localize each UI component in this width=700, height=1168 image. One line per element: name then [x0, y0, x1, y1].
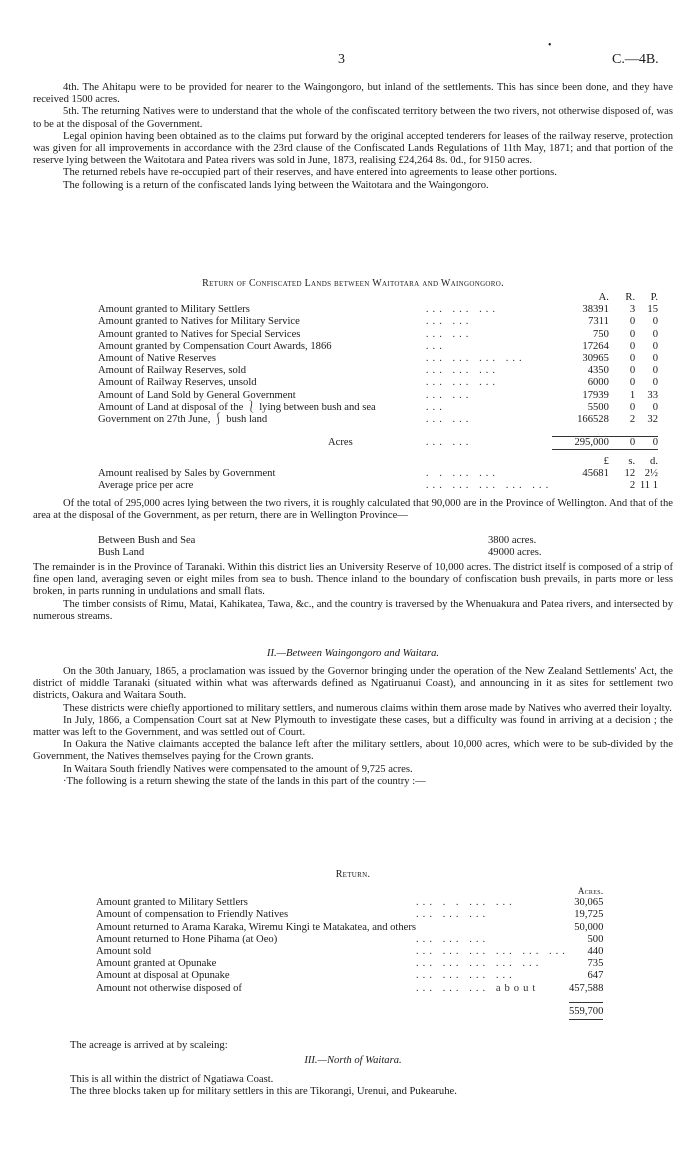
- paragraph: The following is a return of the confiscated lands lying between the Waitotara and the Waingongoro.: [63, 179, 489, 191]
- leader-dots: ... ...: [425, 328, 473, 340]
- acres-value: 5500: [587, 401, 609, 413]
- page-number: 3: [338, 52, 345, 67]
- paragraph: These districts were chiefly apportioned to military settlers, and numerous claims within them arose made by Natives who averred their loyalty.: [63, 702, 672, 714]
- remainder-section: [33, 562, 673, 623]
- total-row: [98, 436, 658, 449]
- row-label: Amount of Land Sold by General Government: [98, 389, 296, 401]
- leader-dots: ... ...: [425, 436, 473, 448]
- perches-value: 32: [647, 414, 658, 426]
- perches-value: 0: [652, 328, 658, 340]
- leader-dots: ... ... ...: [425, 304, 500, 316]
- acres-value: 38391: [582, 304, 609, 316]
- table-row: [96, 946, 603, 958]
- paragraph: The timber consists of Rimu, Matai, Kahikatea, Tawa, &c., and the country is traversed by the Whenuakura and Patea rivers, and intersected by numerous streams.: [33, 598, 673, 622]
- acres-value: 19,725: [574, 909, 604, 921]
- table-row: [98, 414, 658, 426]
- leader-dots: [416, 922, 569, 934]
- table-row: [98, 304, 658, 316]
- leader-dots: ... ... ... about: [416, 982, 540, 994]
- table-row: [98, 480, 658, 492]
- leader-dots: ...: [425, 401, 446, 413]
- leader-dots: . . ... ...: [425, 468, 500, 480]
- table-row: [98, 329, 658, 341]
- acres-value: 17939: [582, 389, 609, 401]
- acres-value: 440: [587, 946, 604, 958]
- row-label: Amount granted to Natives for Special Services: [98, 328, 301, 340]
- column-header-row: [96, 885, 603, 897]
- row-label: Amount at disposal at Opunake: [96, 970, 230, 982]
- roods-value: 0: [629, 377, 636, 389]
- money-header-row: [98, 449, 658, 468]
- paragraph: The three blocks taken up for military settlers in this are Tikorangi, Urenui, and Pukearuhe.: [70, 1086, 457, 1098]
- closing-scaleing: The acreage is arrived at by scaleing:: [70, 1040, 228, 1051]
- section-2-heading: II.—Between Waingongoro and Waitara.: [266, 648, 440, 659]
- acres-value: 647: [587, 970, 604, 982]
- total-acres: 295,000: [552, 436, 609, 449]
- leader-dots: ... ... ... ...: [416, 970, 516, 982]
- row-label: Amount returned to Arama Karaka, Wiremu Kingi te Matakatea, and others: [96, 921, 417, 933]
- section-2-body: [33, 666, 673, 788]
- col-head-acres: A.: [598, 292, 609, 303]
- acres-value: 7311: [588, 316, 609, 328]
- col-head-pounds: £: [552, 449, 609, 468]
- acres-value: 4350: [587, 365, 609, 377]
- return-1-table: [98, 292, 658, 493]
- table-row: [98, 341, 658, 353]
- leader-dots: ... ... ...: [425, 365, 500, 377]
- roods-value: 0: [629, 401, 636, 413]
- col-head-pence: d.: [635, 449, 658, 468]
- return-1-title: Return of Confiscated Lands between Waitotara and Waingongoro.: [202, 278, 504, 289]
- document-reference: C.—4B.: [612, 52, 659, 67]
- shillings-value: 12: [624, 468, 636, 480]
- row-label: Amount of Railway Reserves, sold: [98, 365, 246, 377]
- table-row: [96, 934, 603, 946]
- total-perches: 0: [635, 436, 658, 449]
- table-row: [96, 970, 603, 982]
- table-row: [98, 390, 658, 402]
- col-head-shillings: s.: [609, 449, 635, 468]
- total-label: Acres: [328, 436, 353, 448]
- paragraph: In July, 1866, a Compensation Court sat at New Plymouth to investigate these cases, but a difficulty was found in arriving at a decision ; the matter was left to the Government, and was settled out of Court.: [33, 714, 673, 739]
- paragraph: In Waitara South friendly Natives were compensated to the amount of 9,725 acres.: [63, 763, 413, 775]
- roods-value: 1: [629, 389, 636, 401]
- intro-section: [33, 82, 673, 192]
- leader-dots: ... . . ... ...: [416, 897, 516, 909]
- wellington-value: 3800 acres.: [488, 535, 537, 546]
- acres-value: 30965: [582, 353, 609, 365]
- row-label: Amount sold: [96, 946, 152, 958]
- total-roods: 0: [609, 436, 635, 449]
- row-label: Amount of compensation to Friendly Natives: [96, 909, 289, 921]
- total-acres: 559,700: [569, 1003, 603, 1019]
- return-2-table: [96, 885, 603, 1020]
- acres-value: 50,000: [574, 921, 604, 933]
- row-label: Amount granted to Natives for Military Service: [98, 316, 300, 328]
- wellington-value: 49000 acres.: [488, 547, 542, 559]
- leader-dots: ... ... ...: [416, 909, 490, 921]
- wellington-label: Between Bush and Sea: [98, 535, 196, 546]
- closing-section: [70, 1074, 670, 1098]
- list-item: [98, 535, 658, 547]
- row-label: Amount granted to Military Settlers: [98, 304, 250, 316]
- col-head-perches: P.: [650, 292, 658, 303]
- row-label: Amount granted to Military Settlers: [96, 897, 248, 909]
- table-row: [96, 922, 603, 934]
- paragraph: The remainder is in the Province of Taranaki. Within this district lies an University Reserve of 10,000 acres. The district itself is composed of a strip of fine open land, averaging seven or eight miles from sea to bush. Thence inland to the boundary of confiscation bush prevails, in parts more or less broken, in parts running in undulations and small flats.: [33, 562, 673, 598]
- list-item: [98, 547, 658, 559]
- roods-value: 3: [629, 304, 636, 316]
- table-row: [98, 353, 658, 365]
- paragraph: In Oakura the Native claimants accepted the balance left after the military settlers, about 10,000 acres, which were to be sub-divided by the Government, the Natives themselves paying for the Crown grants.: [33, 739, 673, 763]
- leader-dots: ...: [425, 340, 446, 352]
- perches-value: 0: [652, 401, 658, 413]
- perches-value: 0: [652, 353, 658, 365]
- table-row: [98, 377, 658, 389]
- row-label: Amount of Native Reserves: [98, 353, 216, 365]
- roods-value: 0: [629, 340, 636, 352]
- leader-dots: ... ...: [425, 389, 473, 401]
- paragraph: The returned rebels have re-occupied part of their reserves, and have entered into agreements to lease other portions.: [63, 167, 557, 179]
- pence-value: 2½: [644, 468, 658, 480]
- table-row: [98, 365, 658, 377]
- acres-value: 500: [587, 933, 604, 945]
- pounds-value: 45681: [582, 468, 609, 480]
- perches-value: 33: [647, 389, 658, 401]
- wellington-section: [33, 498, 673, 522]
- wellington-label: Bush Land: [98, 547, 145, 559]
- paragraph: 4th. The Ahitapu were to be provided for nearer to the Waingongoro, but inland of the settlements. This has since been done, and they have received 1500 acres.: [33, 82, 673, 106]
- row-label: Amount not otherwise disposed of: [96, 982, 242, 994]
- row-label: Amount returned to Hone Pihama (at Oeo): [96, 933, 278, 945]
- col-head-roods: R.: [625, 292, 636, 303]
- leader-dots: ... ... ...: [416, 933, 490, 945]
- wellington-table: [98, 535, 658, 559]
- acres-value: 17264: [582, 340, 609, 352]
- perches-value: 0: [652, 365, 658, 377]
- paragraph: On the 30th January, 1865, a proclamation was issued by the Governor bringing under the operation of the New Zealand Settlements' Act, the district of middle Taranaki (situated within what was afterwards defined as Ngatiruanui Coast), and announcing in it as sites for settlement two districts, Oakura and Waitara South.: [33, 666, 673, 702]
- table-row: [98, 468, 658, 480]
- table-row: [96, 958, 603, 970]
- paragraph: Legal opinion having been obtained as to the claims put forward by the original accepted tenderers for leases of the railway reserve, protection was given for all improvements in accordance with the 23rd clause of the Confiscated Lands Regulations of 11th May, 1871; and that portion of the reserve lying between the Waitotara and Patea rivers was sold in June, 1873, realising £24,264 8s. 0d., for 9150 acres.: [33, 130, 673, 167]
- table-row: [96, 983, 603, 995]
- leader-dots: ... ... ...: [425, 377, 500, 389]
- leader-dots: ... ... ... ...: [425, 353, 526, 365]
- acres-value: 6000: [587, 377, 609, 389]
- row-label: Average price per acre: [98, 480, 194, 492]
- page-mark: •: [548, 40, 552, 51]
- pence-value: 11 1: [639, 480, 658, 492]
- return-2-title: Return.: [335, 869, 371, 880]
- acres-value: 735: [587, 958, 604, 970]
- row-label: Amount of Railway Reserves, unsold: [98, 377, 257, 389]
- table-row: [98, 402, 658, 414]
- paragraph: Of the total of 295,000 acres lying between the two rivers, it is roughly calculated that 90,000 are in the Province of Wellington. And that of the area at the disposal of the Government, as per return, there are in Wellington Province—: [33, 498, 673, 522]
- paragraph: 5th. The returning Natives were to understand that the whole of the confiscated territory between the two rivers, not otherwise disposed of, was to be at the disposal of the Government.: [33, 106, 673, 130]
- leader-dots: ... ... ... ... ... ...: [416, 946, 569, 958]
- acres-value: 457,588: [568, 982, 604, 994]
- leader-dots: ... ... ... ... ...: [416, 958, 543, 970]
- pounds-value: [552, 480, 609, 492]
- row-label: Amount granted by Compensation Court Awards, 1866: [98, 340, 332, 352]
- leader-dots: ... ...: [425, 316, 473, 328]
- perches-value: 15: [647, 304, 658, 316]
- leader-dots: ... ... ... ... ...: [425, 480, 553, 492]
- roods-value: 0: [629, 365, 636, 377]
- roods-value: 2: [629, 414, 636, 426]
- perches-value: 0: [652, 340, 658, 352]
- perches-value: 0: [652, 316, 658, 328]
- table-row: [96, 909, 603, 921]
- acres-value: 30,065: [574, 897, 604, 909]
- roods-value: 0: [629, 353, 636, 365]
- row-label: Government on 27th June, ⎰ bush land: [98, 414, 268, 426]
- perches-value: 0: [652, 377, 658, 389]
- roods-value: 0: [629, 316, 636, 328]
- table-row: [96, 897, 603, 909]
- paragraph: ·The following is a return shewing the state of the lands in this part of the country :—: [63, 775, 426, 787]
- leader-dots: ... ...: [425, 414, 473, 426]
- shillings-value: 2: [629, 480, 636, 492]
- row-label: Amount of Land at disposal of the ⎱ lying between bush and sea: [98, 401, 376, 413]
- total-row: [96, 1003, 603, 1019]
- acres-value: 750: [592, 328, 609, 340]
- col-head-acres: Acres.: [577, 886, 604, 896]
- row-label: Amount granted at Opunake: [96, 958, 217, 970]
- column-header-row: [98, 292, 658, 304]
- paragraph: This is all within the district of Ngatiawa Coast.: [70, 1074, 274, 1085]
- acres-value: 166528: [577, 414, 609, 426]
- roods-value: 0: [629, 328, 636, 340]
- section-3-heading: III.—North of Waitara.: [304, 1055, 402, 1066]
- row-label: Amount realised by Sales by Government: [98, 468, 276, 480]
- table-row: [98, 316, 658, 328]
